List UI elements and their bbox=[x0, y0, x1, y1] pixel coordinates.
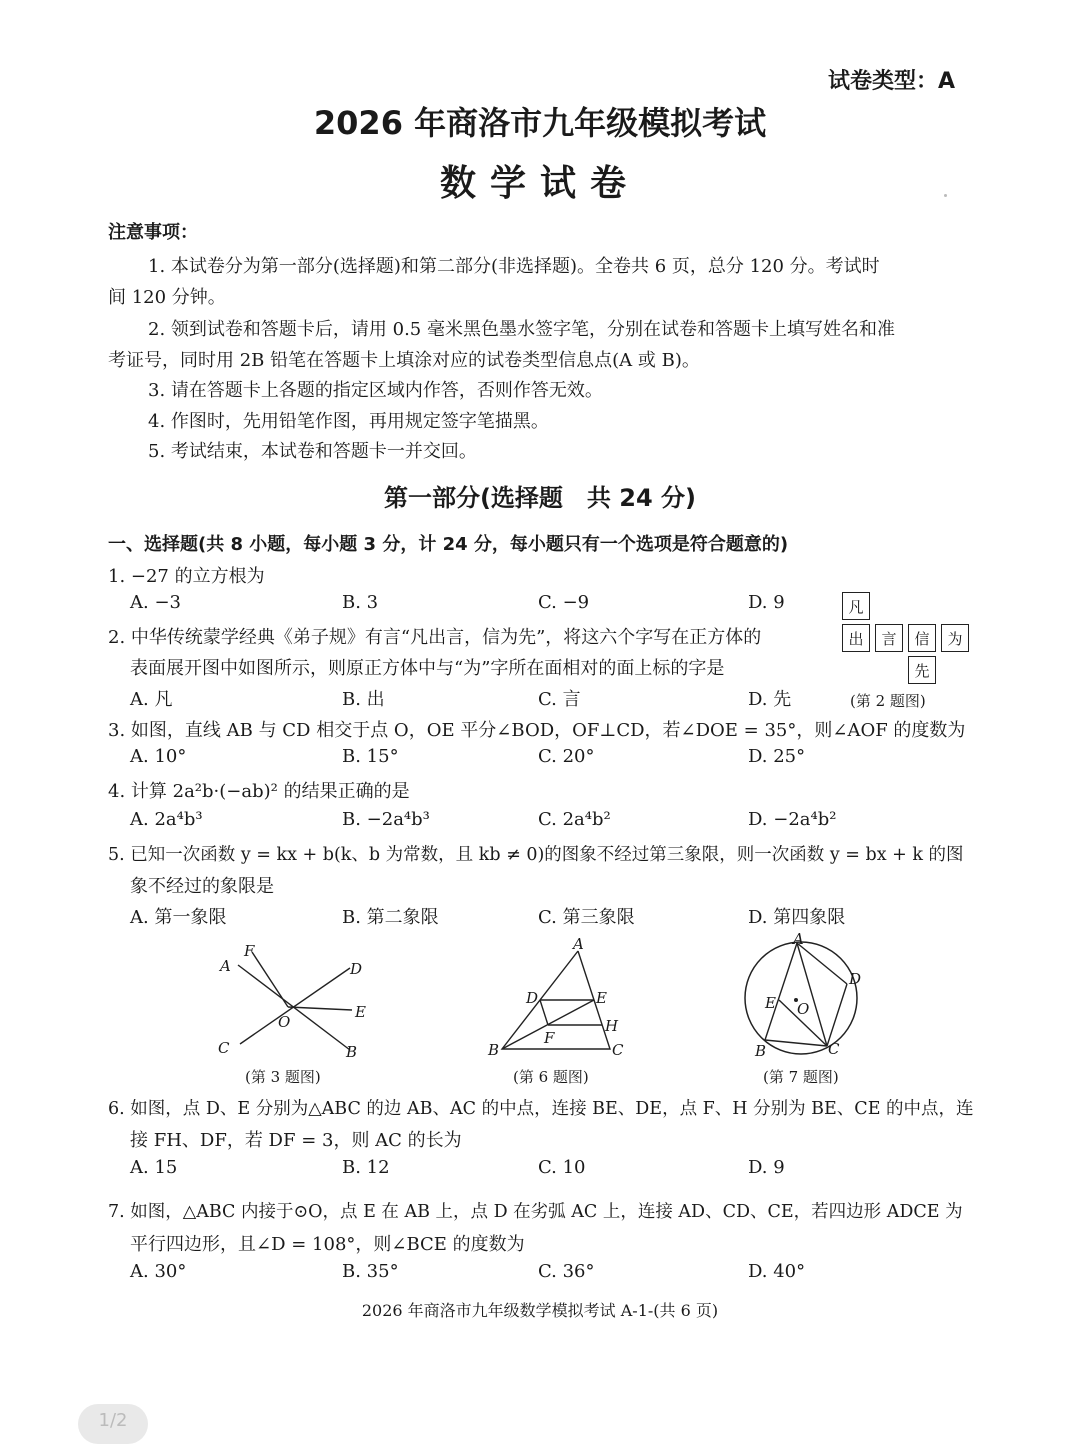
note-line-5: 3. 请在答题卡上各题的指定区域内作答，否则作答无效。 bbox=[148, 380, 603, 401]
note-line-3: 2. 领到试卷和答题卡后，请用 0.5 毫米黑色墨水签字笔，分别在试卷和答题卡上填写姓名和准 bbox=[148, 319, 895, 340]
fig7-label-o: O bbox=[797, 1000, 810, 1018]
paper-type-label: 试卷类型：A bbox=[828, 69, 956, 94]
net-cell-xian: 先 bbox=[908, 656, 936, 684]
fig3-label-d: D bbox=[350, 960, 363, 978]
page-footer: 2026 年商洛市九年级数学模拟考试 A-1-(共 6 页) bbox=[361, 1301, 719, 1320]
fig6-label-h: H bbox=[605, 1017, 619, 1035]
fig3-label-a: A bbox=[220, 957, 231, 975]
net-cell-fan: 凡 bbox=[842, 592, 870, 620]
fig3-label-o: O bbox=[278, 1013, 291, 1031]
fig6-label-a: A bbox=[573, 935, 584, 953]
fig6-label-c: C bbox=[612, 1041, 624, 1059]
q4-option-d: D. −2a⁴b² bbox=[748, 809, 837, 830]
fig3-caption: (第 3 题图) bbox=[245, 1068, 321, 1086]
q6-option-c: C. 10 bbox=[538, 1157, 586, 1178]
q6-stem-line-2: 接 FH、DF，若 DF = 3，则 AC 的长为 bbox=[130, 1130, 462, 1151]
cube-net-figure bbox=[842, 592, 970, 688]
note-line-1: 1. 本试卷分为第一部分(选择题)和第二部分(非选择题)。全卷共 6 页，总分 120 分。考试时 bbox=[148, 256, 880, 277]
q3-option-d: D. 25° bbox=[748, 746, 806, 767]
q5-option-d: D. 第四象限 bbox=[748, 907, 846, 928]
q4-option-a: A. 2a⁴b³ bbox=[130, 809, 203, 830]
fig2-caption: (第 2 题图) bbox=[850, 692, 926, 710]
net-cell-wei: 为 bbox=[941, 624, 969, 652]
q2-stem-line-2: 表面展开图中如图所示，则原正方体中与“为”字所在面相对的面上标的字是 bbox=[130, 658, 725, 679]
q7-option-d: D. 40° bbox=[748, 1261, 806, 1282]
section-title: 第一部分(选择题 共 24 分) bbox=[383, 484, 697, 512]
q7-stem-line-1: 7. 如图，△ABC 内接于⊙O，点 E 在 AB 上，点 D 在劣弧 AC 上，连接 AD、CD、CE，若四边形 ADCE 为 bbox=[108, 1202, 963, 1222]
q2-option-c: C. 言 bbox=[538, 689, 581, 710]
fig7-label-d: D bbox=[849, 970, 862, 988]
q6-option-a: A. 15 bbox=[130, 1157, 178, 1178]
fig3-label-f: F bbox=[244, 942, 255, 960]
notes-heading: 注意事项： bbox=[108, 222, 198, 243]
exam-subtitle: 数学试卷 bbox=[439, 163, 640, 204]
fig7-label-a: A bbox=[793, 930, 804, 948]
q3-stem: 3. 如图，直线 AB 与 CD 相交于点 O，OE 平分∠BOD，OF⊥CD，若∠DOE = 35°，则∠AOF 的度数为 bbox=[108, 720, 966, 741]
exam-title: 2026 年商洛市九年级模拟考试 bbox=[313, 104, 767, 142]
note-line-4: 考证号，同时用 2B 铅笔在答题卡上填涂对应的试卷类型信息点(A 或 B)。 bbox=[108, 350, 700, 371]
q4-stem: 4. 计算 2a²b·(−ab)² 的结果正确的是 bbox=[108, 781, 410, 802]
q5-stem-line-2: 象不经过的象限是 bbox=[130, 876, 274, 897]
q7-option-b: B. 35° bbox=[342, 1261, 399, 1282]
q2-option-b: B. 出 bbox=[342, 689, 385, 710]
net-cell-xin: 信 bbox=[908, 624, 936, 652]
q5-option-a: A. 第一象限 bbox=[130, 907, 227, 928]
q2-option-a: A. 凡 bbox=[130, 689, 173, 710]
q7-stem-line-2: 平行四边形，且∠D = 108°，则∠BCE 的度数为 bbox=[130, 1234, 525, 1255]
scan-dot bbox=[944, 194, 947, 197]
net-cell-yan: 言 bbox=[875, 624, 903, 652]
fig7-label-e: E bbox=[765, 994, 776, 1012]
q5-stem-line-1: 5. 已知一次函数 y = kx + b(k、b 为常数，且 kb ≠ 0)的图象不经过第三象限，则一次函数 y = bx + k 的图 bbox=[108, 845, 964, 865]
q1-option-b: B. 3 bbox=[342, 592, 379, 613]
fig7-label-b: B bbox=[755, 1042, 767, 1060]
q6-stem-line-1: 6. 如图，点 D、E 分别为△ABC 的边 AB、AC 的中点，连接 BE、DE，点 F、H 分别为 BE、CE 的中点，连 bbox=[108, 1099, 974, 1119]
note-line-6: 4. 作图时，先用铅笔作图，再用规定签字笔描黑。 bbox=[148, 411, 549, 432]
fig6-caption: (第 6 题图) bbox=[513, 1068, 589, 1086]
q1-option-c: C. −9 bbox=[538, 592, 590, 613]
q4-option-c: C. 2a⁴b² bbox=[538, 809, 611, 830]
note-line-7: 5. 考试结束，本试卷和答题卡一并交回。 bbox=[148, 441, 477, 462]
q5-option-b: B. 第二象限 bbox=[342, 907, 439, 928]
q1-option-a: A. −3 bbox=[130, 592, 181, 613]
q3-option-b: B. 15° bbox=[342, 746, 399, 767]
q2-stem-line-1: 2. 中华传统蒙学经典《弟子规》有言“凡出言，信为先”，将这六个字写在正方体的 bbox=[108, 627, 762, 648]
note-line-2: 间 120 分钟。 bbox=[108, 287, 226, 308]
q7-option-a: A. 30° bbox=[130, 1261, 187, 1282]
q1-stem: 1. −27 的立方根为 bbox=[108, 566, 265, 587]
q6-option-d: D. 9 bbox=[748, 1157, 785, 1178]
fig7-caption: (第 7 题图) bbox=[763, 1068, 839, 1086]
q1-option-d: D. 9 bbox=[748, 592, 785, 613]
q5-option-c: C. 第三象限 bbox=[538, 907, 635, 928]
fig6-label-e: E bbox=[596, 989, 607, 1007]
fig6-label-f: F bbox=[544, 1029, 555, 1047]
fig7-circle bbox=[735, 928, 875, 1063]
net-cell-chu: 出 bbox=[842, 624, 870, 652]
fig6-label-d: D bbox=[526, 989, 539, 1007]
q4-option-b: B. −2a⁴b³ bbox=[342, 809, 430, 830]
section-instruction: 一、选择题(共 8 小题，每小题 3 分，计 24 分，每小题只有一个选项是符合题意的) bbox=[108, 534, 789, 555]
fig6-triangle bbox=[482, 935, 632, 1065]
fig6-label-b: B bbox=[488, 1041, 500, 1059]
fig3-label-e: E bbox=[355, 1003, 366, 1021]
fig3-intersecting-lines bbox=[200, 940, 390, 1065]
page-indicator-badge[interactable]: 1/2 bbox=[78, 1404, 148, 1444]
q2-option-d: D. 先 bbox=[748, 689, 792, 710]
q7-option-c: C. 36° bbox=[538, 1261, 595, 1282]
q6-option-b: B. 12 bbox=[342, 1157, 390, 1178]
fig3-label-b: B bbox=[346, 1043, 358, 1061]
fig7-label-c: C bbox=[828, 1040, 840, 1058]
q3-option-c: C. 20° bbox=[538, 746, 595, 767]
fig3-label-c: C bbox=[218, 1039, 230, 1057]
q3-option-a: A. 10° bbox=[130, 746, 187, 767]
